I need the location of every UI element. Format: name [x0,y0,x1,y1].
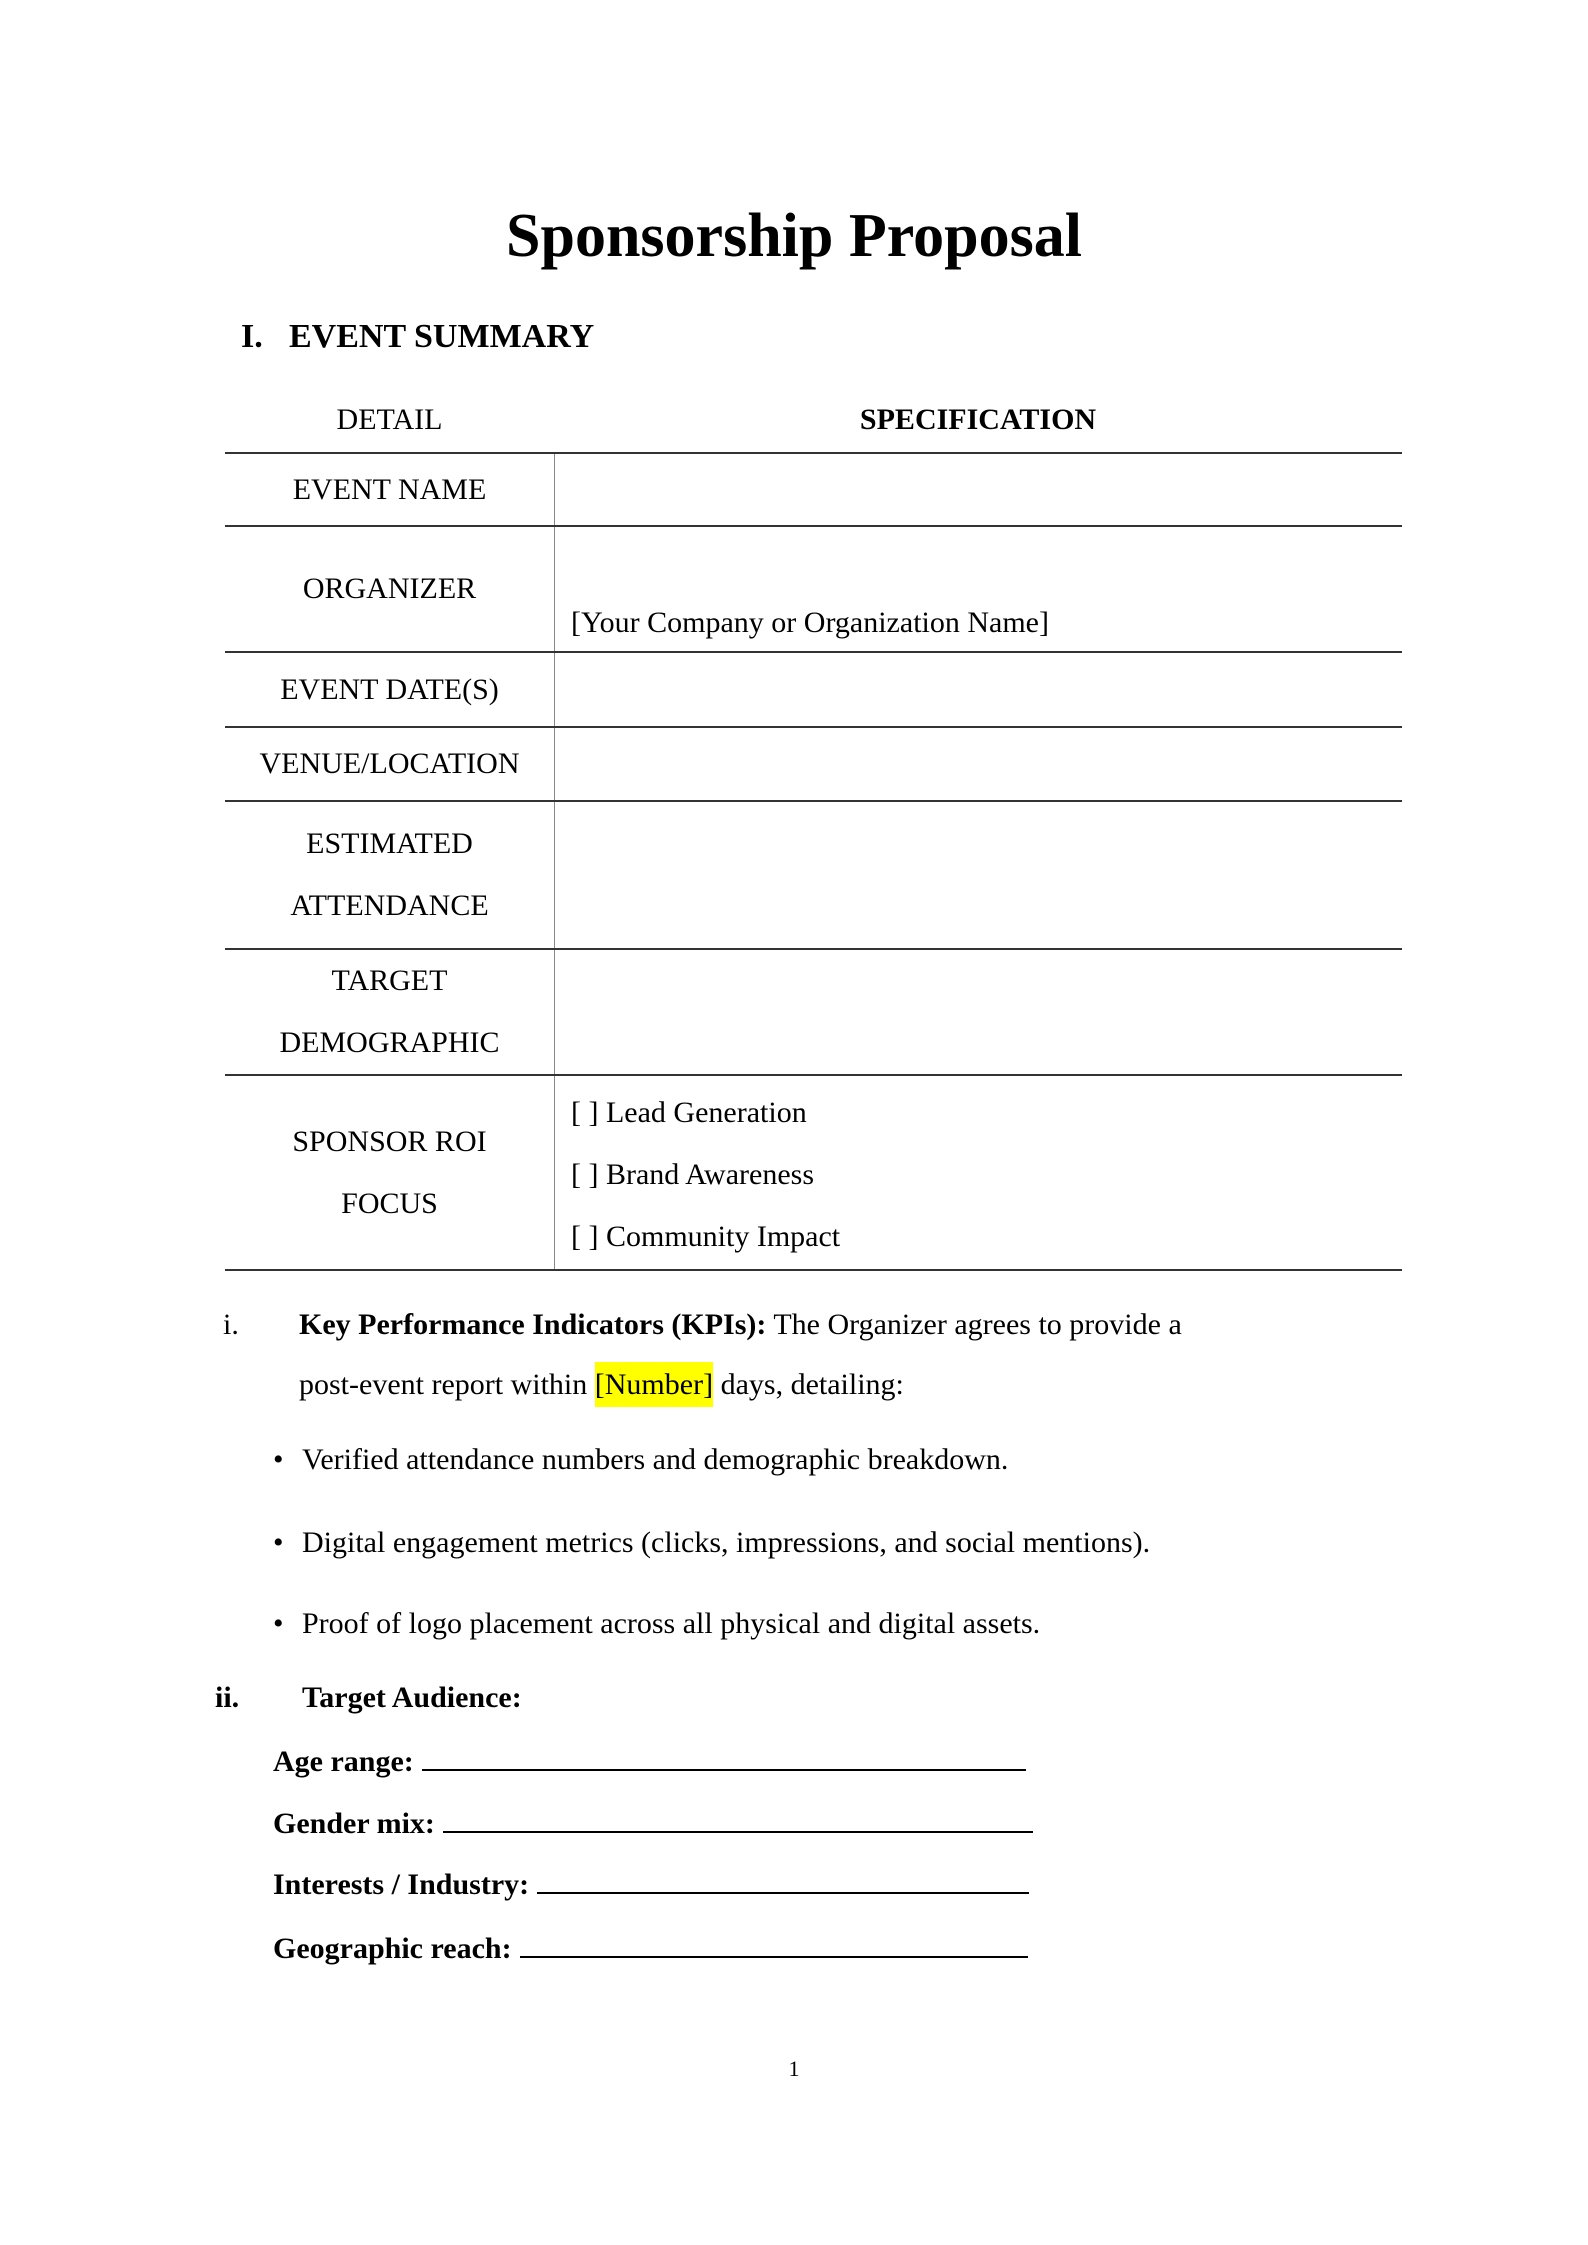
interests-industry-input[interactable] [537,1864,1029,1894]
document-title: Sponsorship Proposal [505,202,1082,270]
kpi-paragraph-line2: post-event report within [Number] days, detailing: [299,1365,904,1405]
table-header [225,390,1402,452]
gender-mix-label: Gender mix: [273,1807,435,1840]
bullet-icon: • [273,1443,284,1476]
list-item: • Verified attendance numbers and demographic breakdown. [273,1440,1008,1480]
number-placeholder-highlight[interactable]: [Number] [595,1362,713,1407]
target-audience-number: ii. [215,1681,240,1714]
geographic-reach-label: Geographic reach: [273,1932,512,1965]
table-row-organizer [225,525,1402,651]
section-heading [241,317,594,357]
venue-field[interactable] [554,728,1402,800]
table-row-attendance [225,800,1402,948]
kpi-paragraph-line1: Key Performance Indicators (KPIs): The Organizer agrees to provide a [299,1308,1182,1341]
table-row-demographic [225,948,1402,1074]
demographic-field[interactable] [554,950,1402,1074]
event-summary-table [225,390,1402,1271]
list-item: • Proof of logo placement across all physical and digital assets. [273,1604,1040,1644]
organizer-placeholder: [Your Company or Organization Name] [571,606,1049,639]
row-label: EVENT DATE(S) [280,672,499,706]
event-name-field[interactable] [554,454,1402,525]
table-row-venue [225,726,1402,800]
row-label: ORGANIZER [302,572,477,605]
roi-focus-options [554,1076,1402,1269]
kpi-list-number: i. [223,1308,239,1341]
table-row-event-name [225,452,1402,525]
row-label: VENUE/LOCATION [259,747,520,780]
event-dates-field[interactable] [554,653,1402,726]
table-row-event-dates [225,651,1402,726]
geographic-reach-input[interactable] [520,1928,1028,1958]
target-audience-heading: Target Audience: [302,1681,522,1714]
bullet-icon: • [273,1607,284,1640]
kpi-label: Key Performance Indicators (KPIs): [299,1308,767,1341]
interests-industry-label: Interests / Industry: [273,1868,530,1901]
interests-industry-row [273,1864,1029,1905]
age-range-input[interactable] [422,1741,1026,1771]
section-label: EVENT SUMMARY [289,318,595,355]
age-range-label: Age range: [273,1745,414,1778]
header-specification: SPECIFICATION [859,403,1097,436]
row-label: SPONSOR ROI FOCUS [292,1124,487,1220]
header-detail: DETAIL [336,403,443,436]
attendance-field[interactable] [554,802,1402,948]
table-row-roi-focus [225,1074,1402,1271]
page-number: 1 [788,2056,800,2081]
checkbox-lead-generation[interactable]: [ ] Lead Generation [571,1096,807,1129]
row-label: TARGET DEMOGRAPHIC [279,964,500,1059]
section-number: I. [241,318,263,355]
geographic-reach-row [273,1928,1028,1969]
gender-mix-input[interactable] [443,1803,1033,1833]
organizer-field[interactable] [554,527,1402,651]
row-label: ESTIMATED ATTENDANCE [290,827,489,922]
checkbox-community-impact[interactable]: [ ] Community Impact [571,1220,841,1253]
row-label: EVENT NAME [292,472,487,506]
list-item: • Digital engagement metrics (clicks, impressions, and social mentions). [273,1523,1150,1563]
age-range-row [273,1741,1026,1782]
checkbox-brand-awareness[interactable]: [ ] Brand Awareness [571,1158,815,1191]
bullet-icon: • [273,1526,284,1559]
gender-mix-row [273,1803,1033,1844]
